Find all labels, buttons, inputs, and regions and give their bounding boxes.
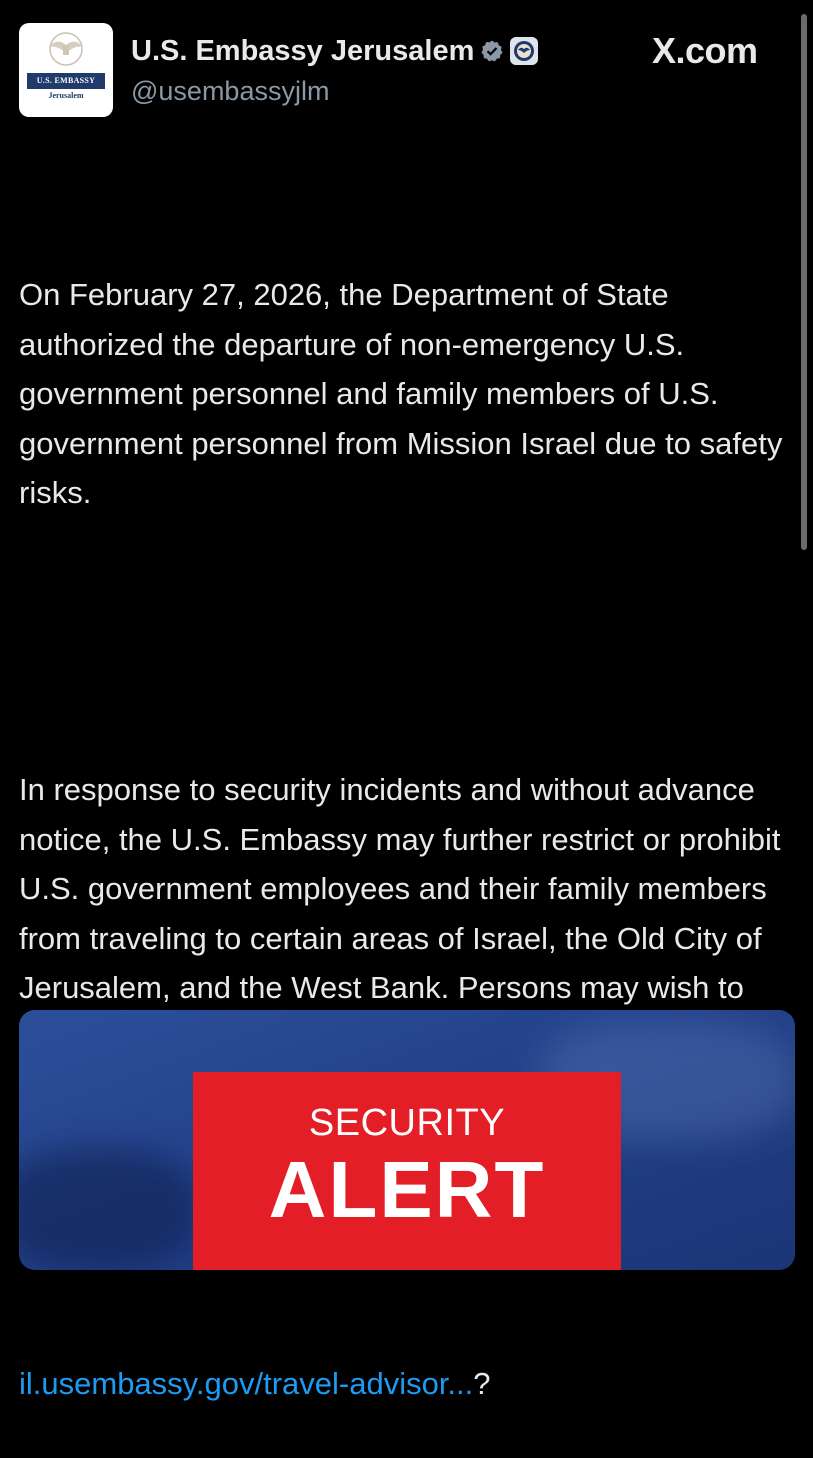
security-alert-banner — [193, 1072, 621, 1270]
account-avatar[interactable] — [19, 23, 113, 117]
state-department-seal-icon — [510, 37, 538, 65]
alert-small-text: SECURITY — [308, 1102, 506, 1144]
avatar-subtitle: Jerusalem — [48, 91, 84, 100]
verified-badge-icon — [480, 39, 504, 63]
link-line — [19, 1359, 794, 1409]
account-name-row — [131, 30, 538, 72]
post-paragraph-1: On February 27, 2026, the Department of State authorized the departure of non-emergency U.S. government personnel and family members of U.S. government personnel from Mission Israel due to safety risks. — [19, 277, 791, 510]
account-handle[interactable]: @usembassyjlm — [131, 76, 330, 106]
account-name[interactable]: U.S. Embassy Jerusalem — [131, 34, 475, 67]
post-paragraph-2: In response to security incidents and without advance notice, the U.S. Embassy may further restrict or prohibit U.S. government employees and their family members from traveling to certain areas of Israel, the Old City of Jerusalem, and the West Bank. Persons may wish to — [19, 772, 781, 1005]
alert-big-text: ALERT — [268, 1145, 546, 1234]
eagle-seal-icon — [41, 29, 91, 69]
travel-advisory-link[interactable]: il.usembassy.gov/travel-advisor... — [19, 1366, 474, 1401]
link-suffix: ? — [473, 1366, 491, 1401]
avatar-banner-text: U.S. EMBASSY — [27, 73, 105, 89]
site-label: X.com — [652, 30, 758, 71]
post-media-image[interactable] — [19, 1010, 795, 1270]
scrollbar-thumb[interactable] — [801, 14, 807, 550]
